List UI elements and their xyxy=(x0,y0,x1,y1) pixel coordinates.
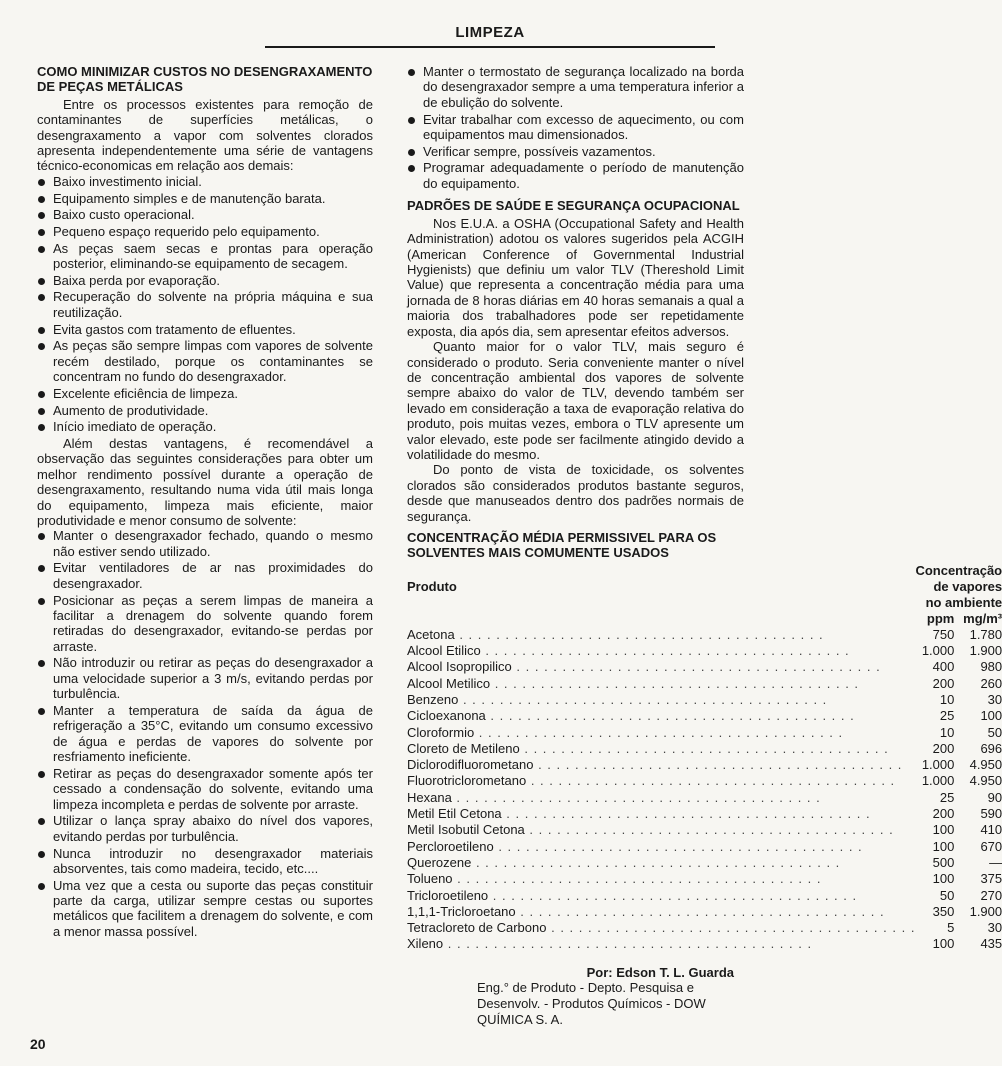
author-affiliation-1: Eng.° de Produto - Depto. Pesquisa e xyxy=(477,980,694,996)
author-affiliation-3: QUÍMICA S. A. xyxy=(477,1012,563,1028)
ppm-cell: 1.000 xyxy=(921,773,955,789)
left-column xyxy=(37,64,373,941)
table-row xyxy=(407,904,1002,920)
mg-cell: 270 xyxy=(980,887,1002,903)
table-row xyxy=(407,773,1002,789)
product-name-cell xyxy=(407,676,915,692)
product-name-cell xyxy=(407,741,915,757)
advantages-list xyxy=(37,174,373,435)
product-name-cell xyxy=(407,936,915,952)
product-name: Fluorotriclorometano xyxy=(407,773,527,789)
page-number: 20 xyxy=(30,1036,46,1052)
table-row xyxy=(407,725,1002,741)
considerations-list-continued xyxy=(407,64,744,191)
list-item: Recuperação do solvente na própria máquina e sua reutilização. xyxy=(37,289,373,320)
product-name-cell xyxy=(407,904,915,920)
intro-paragraph: Entre os processos existentes para remoção de contaminantes de superfícies metálicas, o desengraxamento a vapor com solventes clorados apresenta independentemente uma série de vantagens técnico-economicas em relação aos demais: xyxy=(37,96,373,174)
osha-paragraph: Nos E.U.A. a OSHA (Occupational Safety and Health Administration) adotou os valores sugeridos pela ACGIH (American Conference of Governmental Industrial Hygienists) que definiu um valor TLV (Thereshold Limit Value) que representa a concentração média para uma jornada de 8 horas diárias em 40 horas semanais a qual a maioria dos trabalhadores pode ser repetidamente exposta, dia após dia, sem apresentar efeitos adversos. xyxy=(407,215,744,339)
list-item: Aumento de produtividade. xyxy=(37,403,373,418)
ppm-cell: 200 xyxy=(932,740,955,756)
column-header-product: Produto xyxy=(407,578,457,594)
mg-cell: 4.950 xyxy=(969,757,1002,773)
product-name: Cicloexanona xyxy=(407,708,486,724)
product-name: Hexana xyxy=(407,789,452,805)
product-name-cell xyxy=(407,773,915,789)
mg-cell: 30 xyxy=(987,920,1002,936)
list-item: Retirar as peças do desengraxador somente após ter cessado a condensação do solvente, evitando uma limpeza incompleta e perdas de solvente por arraste. xyxy=(37,766,373,812)
leader-dots: . . . . . . . . . . . . . . . . . . . . . . . . . . . . . . . . . . . . . . . . xyxy=(452,871,822,887)
considerations-list xyxy=(37,528,373,939)
table-row xyxy=(407,692,1002,708)
ppm-cell: 100 xyxy=(932,936,955,952)
solvents-table xyxy=(407,563,1002,953)
leader-dots: . . . . . . . . . . . . . . . . . . . . . . . . . . . . . . . . . . . . . . . . xyxy=(511,659,881,675)
leader-dots: . . . . . . . . . . . . . . . . . . . . . . . . . . . . . . . . . . . . . . . . xyxy=(490,675,860,691)
list-item: Manter a temperatura de saída da água de refrigeração a 35°C, evitando um consumo excessivo de água e perdas de vapores do solvente por resfriamento ineficiente. xyxy=(37,703,373,765)
table-row xyxy=(407,806,1002,822)
product-name: Cloreto de Metileno xyxy=(407,740,520,756)
table-row xyxy=(407,855,1002,871)
list-item: Programar adequadamente o período de manutenção do equipamento. xyxy=(407,160,744,191)
product-name: Tetracloreto de Carbono xyxy=(407,920,547,936)
ppm-cell: 10 xyxy=(939,691,955,707)
list-item: Evitar trabalhar com excesso de aquecimento, ou com equipamentos mau dimensionados. xyxy=(407,112,744,143)
ppm-cell: 25 xyxy=(939,789,955,805)
considerations-intro: Além destas vantagens, é recomendável a observação das seguintes considerações para obter um melhor rendimento possível durante a operação de desengraxamento, resultando numa vida útil mais longa do equipamento, limpeza mais eficiente, maior produtividade e menor consumo de solvente: xyxy=(37,435,373,528)
list-item: Evitar ventiladores de ar nas proximidades do desengraxador. xyxy=(37,560,373,591)
table-row xyxy=(407,643,1002,659)
product-name: Cloroformio xyxy=(407,724,475,740)
list-item: As peças saem secas e prontas para operação posterior, eliminando-se equipamento de secagem. xyxy=(37,241,373,272)
list-item: Baixo investimento inicial. xyxy=(37,174,373,189)
mg-cell: 670 xyxy=(980,838,1002,854)
product-name-cell xyxy=(407,871,915,887)
product-name: Alcool Isopropilico xyxy=(407,659,512,675)
product-name: Querozene xyxy=(407,854,472,870)
list-item: Início imediato de operação. xyxy=(37,419,373,434)
leader-dots: . . . . . . . . . . . . . . . . . . . . . . . . . . . . . . . . . . . . . . . . xyxy=(501,806,871,822)
list-item: Manter o desengraxador fechado, quando o mesmo não estiver sendo utilizado. xyxy=(37,528,373,559)
product-name-cell xyxy=(407,692,915,708)
author-affiliation-2: Desenvolv. - Produtos Químicos - DOW xyxy=(477,996,706,1012)
column-header-ppm: ppm xyxy=(926,610,955,626)
table-heading: CONCENTRAÇÃO MÉDIA PERMISSIVEL PARA OS SOLVENTES MAIS COMUMENTE USADOS xyxy=(407,529,717,561)
table-row xyxy=(407,676,1002,692)
table-row xyxy=(407,936,1002,952)
list-item: As peças são sempre limpas com vapores de solvente recém destilado, porque os contaminantes se concentram no fundo do desengraxador. xyxy=(37,338,373,384)
product-name-cell xyxy=(407,888,915,904)
leader-dots: . . . . . . . . . . . . . . . . . . . . . . . . . . . . . . . . . . . . . . . . xyxy=(443,936,813,952)
product-name-cell xyxy=(407,659,915,675)
mg-cell: 980 xyxy=(980,659,1002,675)
leader-dots: . . . . . . . . . . . . . . . . . . . . . . . . . . . . . . . . . . . . . . . . xyxy=(515,903,885,919)
mg-cell: 30 xyxy=(987,691,1002,707)
mg-cell: 260 xyxy=(980,675,1002,691)
product-name-cell xyxy=(407,757,915,773)
product-name-cell xyxy=(407,855,915,871)
ppm-cell: 25 xyxy=(939,708,955,724)
table-row xyxy=(407,741,1002,757)
mg-cell: 590 xyxy=(980,806,1002,822)
mg-cell: 1.780 xyxy=(969,626,1002,642)
product-name: Metil Etil Cetona xyxy=(407,806,502,822)
leader-dots: . . . . . . . . . . . . . . . . . . . . . . . . . . . . . . . . . . . . . . . . xyxy=(471,854,841,870)
table-row xyxy=(407,871,1002,887)
list-item: Verificar sempre, possíveis vazamentos. xyxy=(407,144,744,159)
mg-cell: 1.900 xyxy=(969,903,1002,919)
mg-cell: 1.900 xyxy=(969,643,1002,659)
ppm-cell: 1.000 xyxy=(921,643,955,659)
table-row xyxy=(407,839,1002,855)
toxicity-paragraph: Do ponto de vista de toxicidade, os solventes clorados são considerados produtos bastante seguros, desde que manuseados dentro dos padrões normais de segurança. xyxy=(407,462,744,524)
leader-dots: . . . . . . . . . . . . . . . . . . . . . . . . . . . . . . . . . . . . . . . . xyxy=(546,920,916,936)
author-block xyxy=(407,965,744,1028)
list-item: Equipamento simples e de manutenção barata. xyxy=(37,191,373,206)
ppm-cell: 10 xyxy=(939,724,955,740)
health-safety-heading: PADRÕES DE SAÚDE E SEGURANÇA OCUPACIONAL xyxy=(407,198,740,214)
list-item: Manter o termostato de segurança localizado na borda do desengraxador sempre a uma temperatura inferior a de ebulição do solvente. xyxy=(407,64,744,110)
ppm-cell: 1.000 xyxy=(921,757,955,773)
product-name-cell xyxy=(407,790,915,806)
table-row xyxy=(407,659,1002,675)
leader-dots: . . . . . . . . . . . . . . . . . . . . . . . . . . . . . . . . . . . . . . . . xyxy=(524,822,894,838)
right-column xyxy=(407,64,1002,1028)
mg-cell: — xyxy=(989,854,1002,870)
ppm-cell: 200 xyxy=(932,675,955,691)
product-name: Tolueno xyxy=(407,871,453,887)
mg-cell: 50 xyxy=(987,724,1002,740)
product-name-cell xyxy=(407,708,915,724)
article-heading: COMO MINIMIZAR CUSTOS NO DESENGRAXAMENTO DE PEÇAS METÁLICAS xyxy=(37,64,373,95)
author-name: Por: Edson T. L. Guarda xyxy=(586,964,734,980)
product-name: Benzeno xyxy=(407,691,459,707)
list-item: Baixa perda por evaporação. xyxy=(37,273,373,288)
ppm-cell: 200 xyxy=(932,806,955,822)
leader-dots: . . . . . . . . . . . . . . . . . . . . . . . . . . . . . . . . . . . . . . . . xyxy=(519,740,889,756)
product-name-cell xyxy=(407,822,915,838)
ppm-cell: 100 xyxy=(932,871,955,887)
table-row xyxy=(407,708,1002,724)
product-name-cell xyxy=(407,627,915,643)
table-row xyxy=(407,627,1002,643)
list-item: Uma vez que a cesta ou suporte das peças constituir parte da carga, utilizar sempre cestas ou suportes metálicos que facilitem a drenagem do solvente, e com a menor massa possível. xyxy=(37,878,373,940)
leader-dots: . . . . . . . . . . . . . . . . . . . . . . . . . . . . . . . . . . . . . . . . xyxy=(485,708,855,724)
product-name: Alcool Etilico xyxy=(407,643,481,659)
product-name-cell xyxy=(407,920,915,936)
ppm-cell: 500 xyxy=(932,854,955,870)
product-name: Metil Isobutil Cetona xyxy=(407,822,525,838)
table-row xyxy=(407,822,1002,838)
ppm-cell: 100 xyxy=(932,822,955,838)
mg-cell: 375 xyxy=(980,871,1002,887)
leader-dots: . . . . . . . . . . . . . . . . . . . . . . . . . . . . . . . . . . . . . . . . xyxy=(454,626,824,642)
ppm-cell: 5 xyxy=(947,920,955,936)
list-item: Excelente eficiência de limpeza. xyxy=(37,386,373,401)
leader-dots: . . . . . . . . . . . . . . . . . . . . . . . . . . . . . . . . . . . . . . . . xyxy=(458,691,828,707)
list-item: Nunca introduzir no desengraxador materiais absorventes, tais como madeira, tecido, etc.... xyxy=(37,846,373,877)
leader-dots: . . . . . . . . . . . . . . . . . . . . . . . . . . . . . . . . . . . . . . . . xyxy=(533,757,903,773)
ppm-cell: 750 xyxy=(932,626,955,642)
list-item: Pequeno espaço requerido pelo equipamento. xyxy=(37,224,373,239)
product-name-cell xyxy=(407,643,915,659)
table-row xyxy=(407,920,1002,936)
leader-dots: . . . . . . . . . . . . . . . . . . . . . . . . . . . . . . . . . . . . . . . . xyxy=(451,789,821,805)
table-row xyxy=(407,888,1002,904)
mg-cell: 696 xyxy=(980,740,1002,756)
product-name: Acetona xyxy=(407,626,455,642)
column-header-concentration: Concentração de vapores no ambiente xyxy=(915,562,1002,610)
mg-cell: 4.950 xyxy=(969,773,1002,789)
leader-dots: . . . . . . . . . . . . . . . . . . . . . . . . . . . . . . . . . . . . . . . . xyxy=(488,887,858,903)
product-name: Tricloroetileno xyxy=(407,887,489,903)
section-title: LIMPEZA xyxy=(455,24,525,41)
product-name-cell xyxy=(407,839,915,855)
ppm-cell: 50 xyxy=(939,887,955,903)
table-body xyxy=(407,627,1002,953)
mg-cell: 410 xyxy=(980,822,1002,838)
leader-dots: . . . . . . . . . . . . . . . . . . . . . . . . . . . . . . . . . . . . . . . . xyxy=(493,838,863,854)
leader-dots: . . . . . . . . . . . . . . . . . . . . . . . . . . . . . . . . . . . . . . . . xyxy=(526,773,896,789)
list-item: Posicionar as peças a serem limpas de maneira a facilitar a drenagem do solvente quando forem retiradas do desengraxador, evitando-se perdas por arraste. xyxy=(37,593,373,655)
table-row xyxy=(407,790,1002,806)
ppm-cell: 400 xyxy=(932,659,955,675)
mg-cell: 90 xyxy=(987,789,1002,805)
product-name: Diclorodifluorometano xyxy=(407,757,534,773)
list-item: Utilizar o lança spray abaixo do nível dos vapores, evitando perdas por turbulência. xyxy=(37,813,373,844)
product-name: 1,1,1-Tricloroetano xyxy=(407,903,516,919)
tlv-paragraph: Quanto maior for o valor TLV, mais seguro é considerado o produto. Seria conveniente manter o nível de concentração ambiental dos vapores de solvente sempre abaixo do valor de TLV, devendo também ser levado em consideração a taxa de evaporação relativa do produto, pois muitas vezes, embora o TLV apresente um valor elevado, este pode ser facilmente atingido devido a volatilidade do mesmo. xyxy=(407,339,744,462)
product-name: Alcool Metilico xyxy=(407,675,491,691)
ppm-cell: 350 xyxy=(932,903,955,919)
product-name: Percloroetileno xyxy=(407,838,494,854)
product-name-cell xyxy=(407,806,915,822)
leader-dots: . . . . . . . . . . . . . . . . . . . . . . . . . . . . . . . . . . . . . . . . xyxy=(474,724,844,740)
mg-cell: 435 xyxy=(980,936,1002,952)
leader-dots: . . . . . . . . . . . . . . . . . . . . . . . . . . . . . . . . . . . . . . . . xyxy=(480,643,850,659)
header-rule xyxy=(265,46,715,48)
mg-cell: 100 xyxy=(980,708,1002,724)
list-item: Evita gastos com tratamento de efluentes. xyxy=(37,322,373,337)
product-name: Xileno xyxy=(407,936,444,952)
list-item: Não introduzir ou retirar as peças do desengraxador a uma velocidade superior a 3 m/s, evitando perdas por turbulência. xyxy=(37,655,373,701)
list-item: Baixo custo operacional. xyxy=(37,207,373,222)
column-header-mg: mg/m³ xyxy=(963,610,1002,626)
product-name-cell xyxy=(407,725,915,741)
table-row xyxy=(407,757,1002,773)
ppm-cell: 100 xyxy=(932,838,955,854)
